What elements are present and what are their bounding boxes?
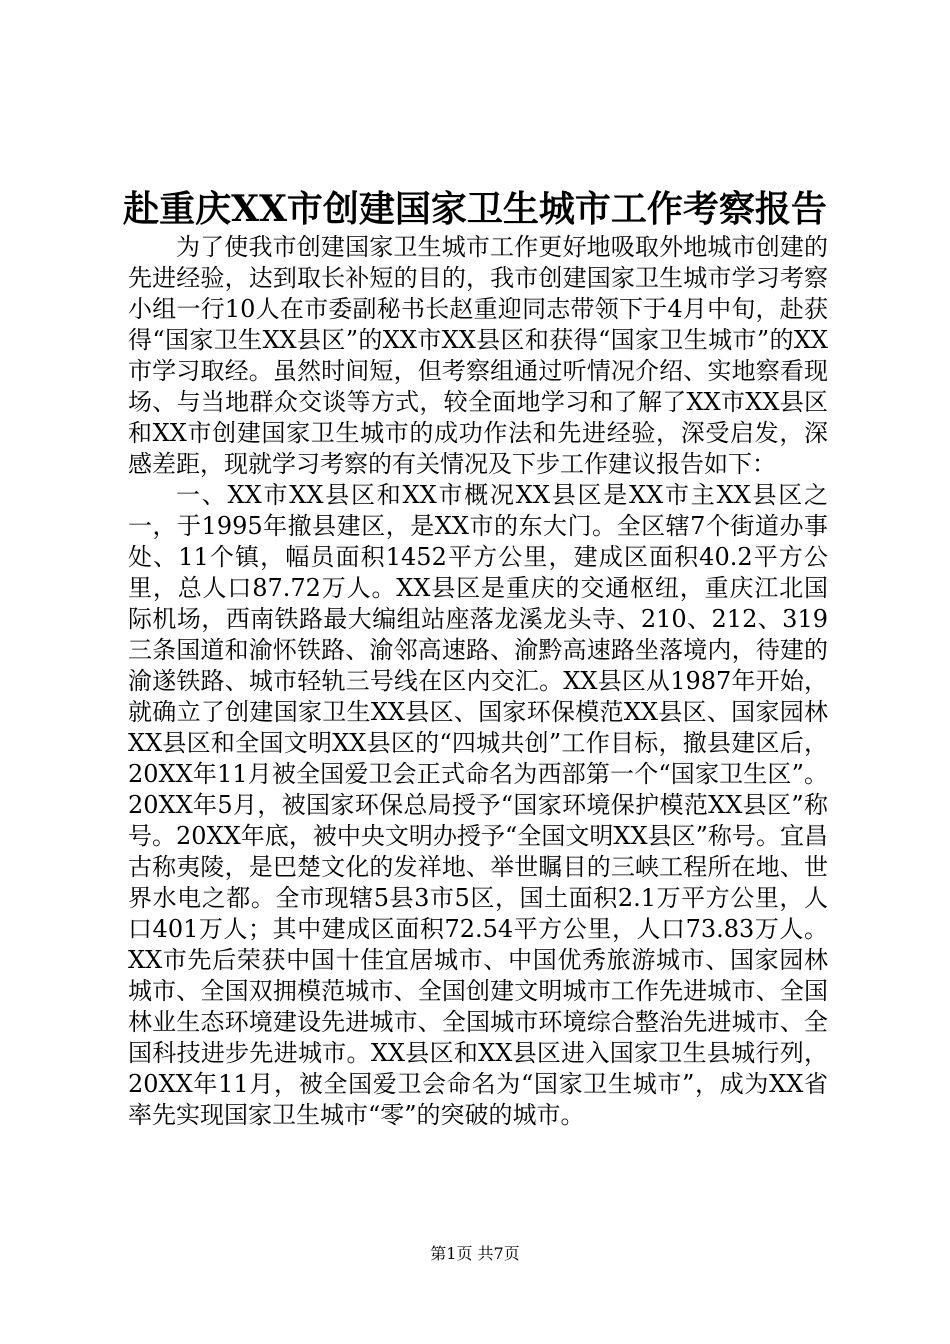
page-number-footer: 第1页 共7页	[430, 1244, 520, 1263]
document-title: 赴重庆XX市创建国家卫生城市工作考察报告	[123, 188, 827, 230]
paragraph-intro: 为了使我市创建国家卫生城市工作更好地吸取外地城市创建的先进经验，达到取长补短的目的，我市创建国家卫生城市学习考察小组一行10人在市委副秘书长赵重迎同志带领下于4月中旬，赴获得“国家卫生XX县区”的XX市XX县区和获得“国家卫生城市”的XX市学习取经。虽然时间短，但考察组通过听情况介绍、实地察看现场、与当地群众交谈等方式，较全面地学习和了解了XX市XX县区和XX市创建国家卫生城市的成功作法和先进经验，深受启发，深感差距，现就学习考察的有关情况及下步工作建议报告如下：	[128, 233, 828, 478]
paragraph-section-one: 一、XX市XX县区和XX市概况XX县区是XX市主XX县区之一，于1995年撤县建区，是XX市的东大门。全区辖7个街道办事处、11个镇，幅员面积1452平方公里，建成区面积40.2平方公里，总人口87.72万人。XX县区是重庆的交通枢纽，重庆江北国际机场，西南铁路最大编组站座落龙溪龙头寺、210、212、319三条国道和渝怀铁路、渝邻高速路、渝黔高速路坐落境内，待建的渝遂铁路、城市轻轨三号线在区内交汇。XX县区从1987年开始，就确立了创建国家卫生XX县区、国家环保模范XX县区、国家园林XX县区和全国文明XX县区的“四城共创”工作目标，撤县建区后，20XX年11月被全国爱卫会正式命名为西部第一个“国家卫生区”。20XX年5月，被国家环保总局授予“国家环境保护模范XX县区”称号。20XX年底，被中央文明办授予“全国文明XX县区”称号。宜昌古称夷陵，是巴楚文化的发祥地、举世瞩目的三峡工程所在地、世界水电之都。全市现辖5县3市5区，国土面积2.1万平方公里，人口401万人；其中建成区面积72.54平方公里，人口73.83万人。XX市先后荣获中国十佳宜居城市、中国优秀旅游城市、国家园林城市、全国双拥模范城市、全国创建文明城市工作先进城市、全国林业生态环境建设先进城市、全国城市环境综合整治先进城市、全国科技进步先进城市。XX县区和XX县区进入国家卫生县城行列，20XX年11月，被全国爱卫会命名为“国家卫生城市”，成为XX省率先实现国家卫生城市“零”的突破的城市。	[128, 481, 828, 1129]
document-body	[128, 232, 828, 1131]
